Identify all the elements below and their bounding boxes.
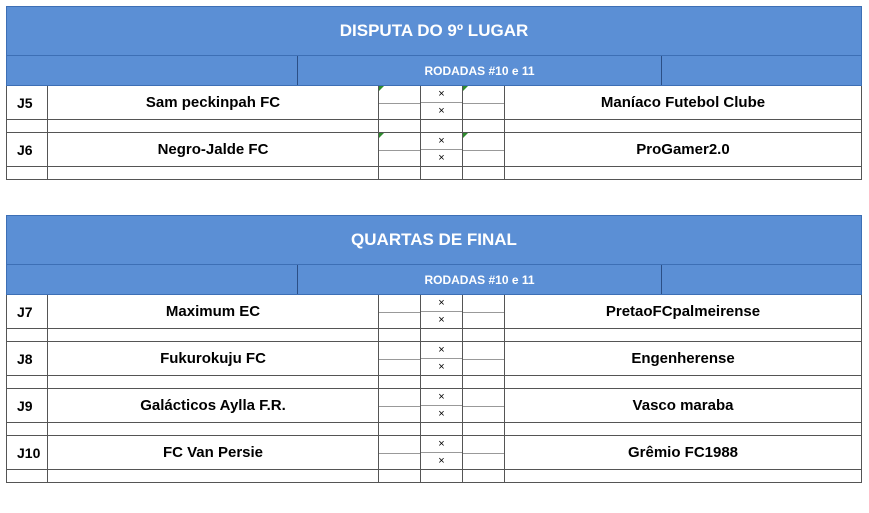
away-team: Maníaco Futebol Clube [600, 94, 766, 111]
match-code: J8 [7, 342, 48, 375]
home-score-cell[interactable] [379, 389, 421, 422]
versus-mark: × [438, 455, 445, 467]
home-score-cell[interactable] [379, 342, 421, 375]
versus-mark: × [421, 133, 462, 150]
spacer-row [6, 423, 862, 436]
away-team: Engenherense [631, 350, 735, 367]
away-team: ProGamer2.0 [636, 141, 730, 158]
home-score-cell[interactable] [379, 86, 421, 119]
away-score-cell[interactable] [463, 133, 505, 166]
away-team: Grêmio FC1988 [627, 444, 739, 461]
versus-cell [421, 295, 463, 328]
match-row [6, 133, 862, 167]
versus-cell [421, 389, 463, 422]
home-team: Fukurokuju FC [48, 342, 379, 375]
section-subtitle-row [6, 265, 862, 295]
away-team: Vasco maraba [632, 397, 734, 414]
versus-mark: × [438, 105, 445, 117]
match-row [6, 436, 862, 470]
match-code: J6 [7, 133, 48, 166]
versus-cell [421, 436, 463, 469]
spacer-row [6, 470, 862, 483]
section-quarterfinals [6, 215, 862, 483]
versus-mark: × [421, 389, 462, 406]
spacer-row [6, 329, 862, 342]
section-subtitle: RODADAS #10 e 11 [298, 265, 662, 294]
away-score-cell[interactable] [463, 295, 505, 328]
spacer-row [6, 376, 862, 389]
versus-mark: × [438, 408, 445, 420]
away-score-cell[interactable] [463, 436, 505, 469]
away-score-cell[interactable] [463, 389, 505, 422]
match-code: J5 [7, 86, 48, 119]
match-code: J9 [7, 389, 48, 422]
versus-mark: × [438, 361, 445, 373]
versus-mark: × [421, 86, 462, 103]
home-team: Sam peckinpah FC [48, 86, 379, 119]
versus-cell [421, 86, 463, 119]
versus-mark: × [438, 152, 445, 164]
versus-cell [421, 133, 463, 166]
section-title: QUARTAS DE FINAL [6, 215, 862, 265]
home-score-cell[interactable] [379, 436, 421, 469]
versus-mark: × [438, 314, 445, 326]
spacer-row [6, 167, 862, 180]
away-score-cell[interactable] [463, 342, 505, 375]
away-team: PretaoFCpalmeirense [605, 303, 761, 320]
section-9th-place [6, 6, 862, 180]
away-score-cell[interactable] [463, 86, 505, 119]
spacer-row [6, 120, 862, 133]
versus-mark: × [421, 295, 462, 312]
home-team: FC Van Persie [48, 436, 379, 469]
match-code: J10 [7, 436, 48, 469]
home-score-cell[interactable] [379, 295, 421, 328]
section-title: DISPUTA DO 9º LUGAR [6, 6, 862, 56]
home-team: Maximum EC [48, 295, 379, 328]
match-row [6, 389, 862, 423]
home-score-cell[interactable] [379, 133, 421, 166]
match-row [6, 86, 862, 120]
section-subtitle: RODADAS #10 e 11 [298, 56, 662, 85]
home-team: Galácticos Aylla F.R. [48, 389, 379, 422]
versus-cell [421, 342, 463, 375]
home-team: Negro-Jalde FC [48, 133, 379, 166]
section-subtitle-row [6, 56, 862, 86]
versus-mark: × [421, 342, 462, 359]
match-row [6, 342, 862, 376]
match-row [6, 295, 862, 329]
match-code: J7 [7, 295, 48, 328]
versus-mark: × [421, 436, 462, 453]
